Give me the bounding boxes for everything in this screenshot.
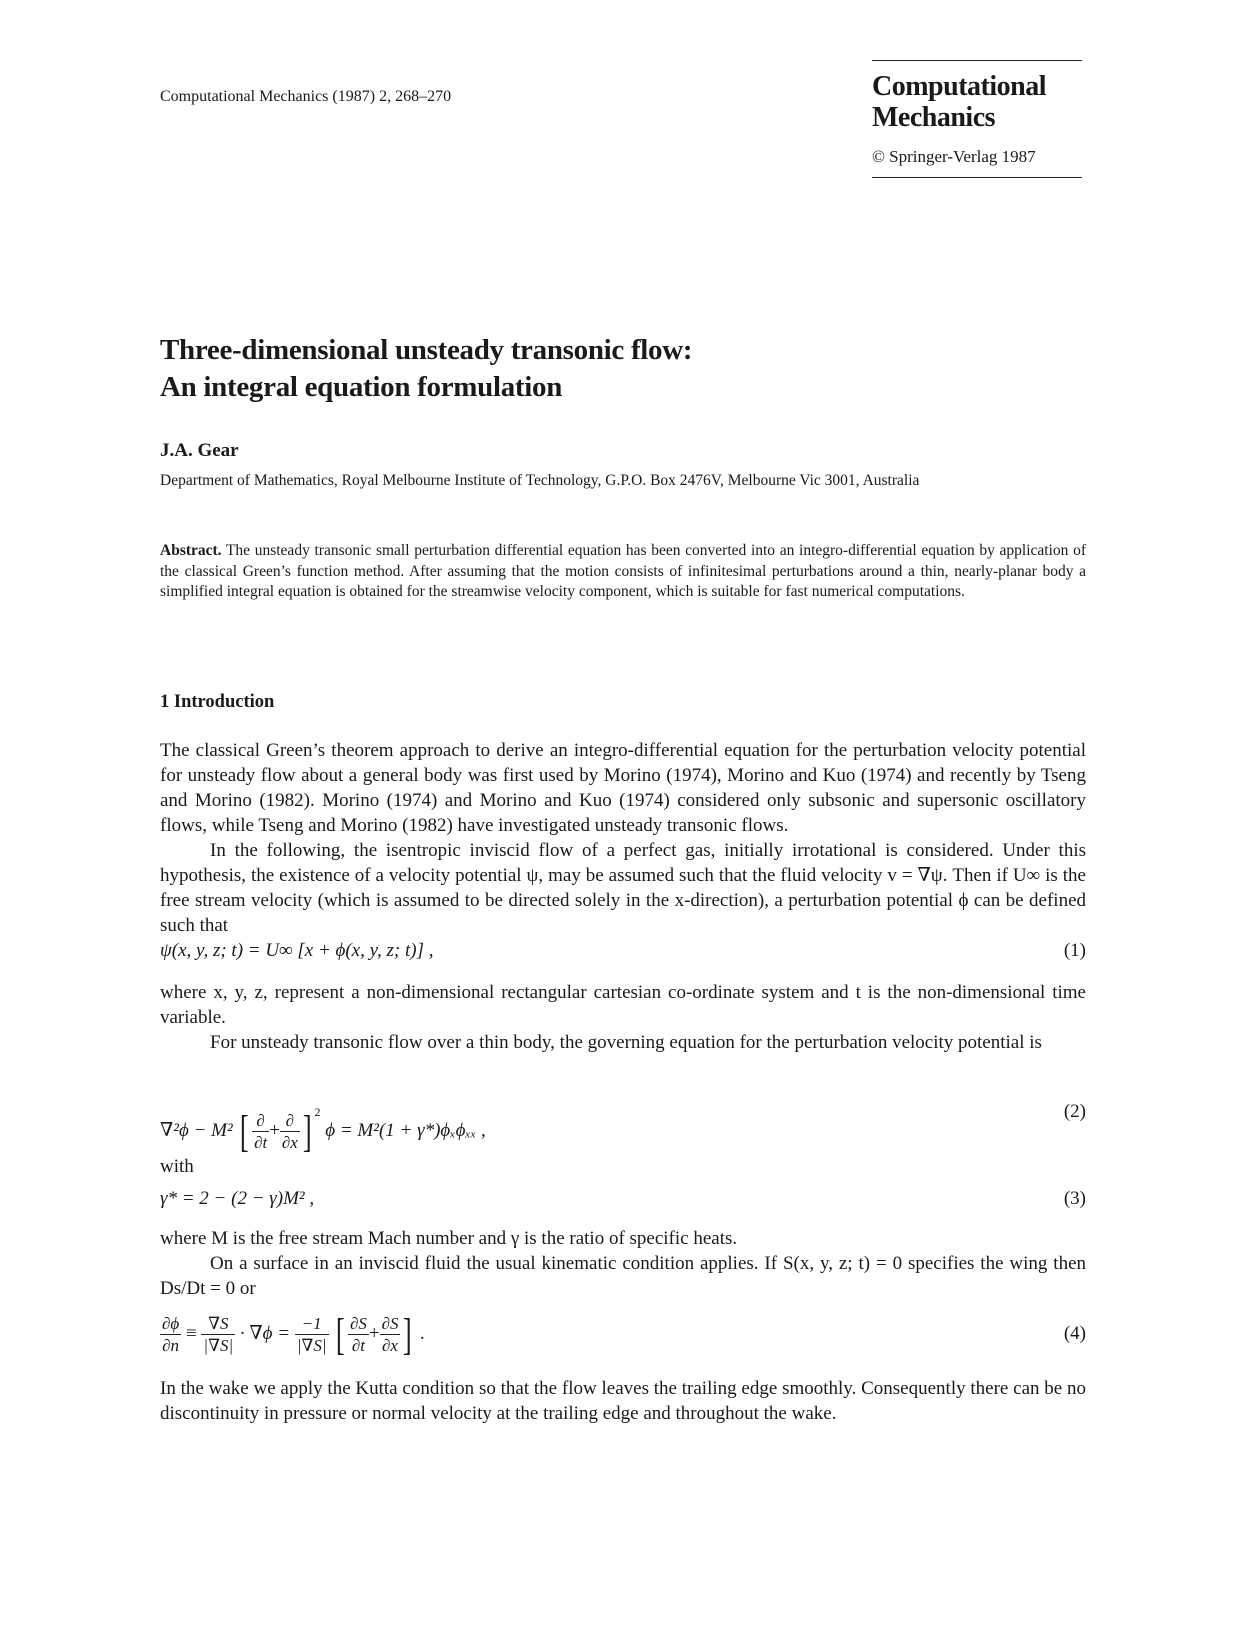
eq3-expr: γ* = 2 − (2 − γ)M² , [160,1188,315,1209]
paragraph-2: In the following, the isentropic inviscid flow of a perfect gas, initially irrotational is considered. Under this hypothesis, the existence of a velocity potential ψ, may be assumed such that the fluid velocity v = ∇ψ. Then if U∞ is the free stream velocity (which is assumed to be directed solely in the x-direction), a perturbation potential ϕ can be defined such that [160,840,1086,936]
eq4-mid: · ∇ϕ = [239,1323,291,1344]
eq2-rhs: ϕ = M²(1 + γ*)ϕₓϕₓₓ , [325,1120,486,1141]
frac-den: ∂n [162,1336,180,1356]
equation-3 [160,1188,1086,1210]
affiliation: Department of Mathematics, Royal Melbourne Institute of Technology, G.P.O. Box 2476V, Melbourne Vic 3001, Australia [160,472,920,489]
paper-title [160,332,692,406]
right-bracket-icon: ] [403,1309,413,1359]
abstract [160,541,1086,603]
frac-num: ∇S [201,1313,235,1335]
frac-num: ∂S [381,1314,399,1334]
section-heading: 1 Introduction [160,692,275,712]
abstract-label: Abstract. [160,542,222,559]
frac-ds-dt [348,1313,369,1356]
left-bracket-icon: [ [336,1309,346,1359]
eq2-number: (2) [1063,1101,1086,1122]
paragraph-1: The classical Green’s theorem approach to derive an integro-differential equation for the perturbation velocity potential for unsteady flow about a general body was first used by Morino (1974), Morino and Kuo (1974) and recently by Tseng and Morino (1982). Morino (1974) and Morino and Kuo (1974) considered only subsonic and supersonic oscillatory flows, while Tseng and Morino (1982) have investigated unsteady transonic flows. [160,740,1086,836]
frac-num: ∂ [280,1110,300,1132]
top-rule [872,60,1082,61]
frac-ds-dx [380,1313,401,1356]
frac-num: ∂ϕ [162,1314,180,1334]
frac-minus1-grad-s [295,1313,329,1356]
eq1-number: (1) [1063,940,1086,961]
frac-num: −1 [295,1313,329,1335]
intro-body [160,738,1086,938]
eq4-number: (4) [1063,1323,1086,1344]
eq2-lhs: ∇²ϕ − M² [160,1120,233,1141]
frac-d-dx [280,1110,300,1153]
paragraph-3: where x, y, z, represent a non-dimensional rectangular cartesian co-ordinate system and t is the non-dimensional time variable. [160,982,1086,1028]
citation-header: Computational Mechanics (1987) 2, 268–270 [160,88,452,105]
frac-dphi-dn [160,1313,181,1356]
paragraph-8: In the wake we apply the Kutta condition so that the flow leaves the trailing edge smoothly. Consequently there can be no discontinuity in pressure or normal velocity at the trailing edge and throughout the wake. [160,1378,1086,1424]
equation-2: ∇²ϕ − M² [ $\frac{\partial}{\partial t}$ + $\frac{\partial}{\partial x}$ ] $^2$ ϕ = M²(1 + γ*)ϕₓϕₓₓ , (2) [160,1084,1086,1140]
with-line [160,1154,1086,1179]
paragraph-7: On a surface in an inviscid fluid the usual kinematic condition applies. If S(x, y, z; t) = 0 specifies the wing then Ds/Dt = 0 or [160,1253,1086,1299]
title-line2: An integral equation formulation [160,371,563,403]
left-bracket-icon: [ [240,1106,250,1156]
author: J.A. Gear [160,440,239,461]
body-block-3 [160,1226,1086,1301]
copyright: © Springer-Verlag 1987 [872,147,1036,166]
body-block-2 [160,980,1086,1055]
paragraph-6: where M is the free stream Mach number and γ is the ratio of specific heats. [160,1228,738,1249]
frac-den: |∇S| [203,1336,234,1356]
title-line1: Three-dimensional unsteady transonic flow: [160,334,693,366]
journal-title-line1: Computational [872,71,1046,102]
frac-den: ∂x [281,1133,298,1153]
frac-den: ∂x [382,1336,398,1356]
eq1-expr: ψ(x, y, z; t) = U∞ [x + ϕ(x, y, z; t)] , [160,940,434,961]
frac-den: ∂t [351,1336,365,1356]
journal-title-line2: Mechanics [872,102,996,133]
eq3-number: (3) [1063,1188,1086,1209]
paragraph-5: with [160,1156,194,1177]
body-block-4 [160,1376,1086,1426]
frac-num: ∂S [349,1314,367,1334]
frac-grad-s [201,1313,235,1356]
frac-den: ∂t [254,1133,268,1153]
abstract-text: The unsteady transonic small perturbation differential equation has been converted into an integro-differential equation by application of the classical Green’s function method. After assuming that the motion consists of infinitesimal perturbations around a thin, nearly-planar body a simplified integral equation is obtained for the streamwise velocity component, which is suitable for fast numerical computations. [160,542,1086,600]
bottom-rule [872,177,1082,178]
journal-block [872,60,1082,178]
frac-d-dt [252,1110,269,1153]
right-bracket-icon: ] [302,1106,312,1156]
frac-den: |∇S| [296,1336,327,1356]
equation-4: $\frac{\partial\phi}{\partial n}$ ≡ $\frac{\nabla S}{|\nabla S|}$ · ∇ϕ = $\frac{-1}{|\nabla S|}$ [ $\frac{\partial S}{\partial t}$ + $\frac{\partial S}{\partial x}$ ] . (4) [160,1306,1086,1362]
equation-1 [160,940,1086,962]
paragraph-4: For unsteady transonic flow over a thin body, the governing equation for the perturbation velocity potential is [210,1032,1042,1053]
frac-num: ∂ [252,1110,269,1132]
